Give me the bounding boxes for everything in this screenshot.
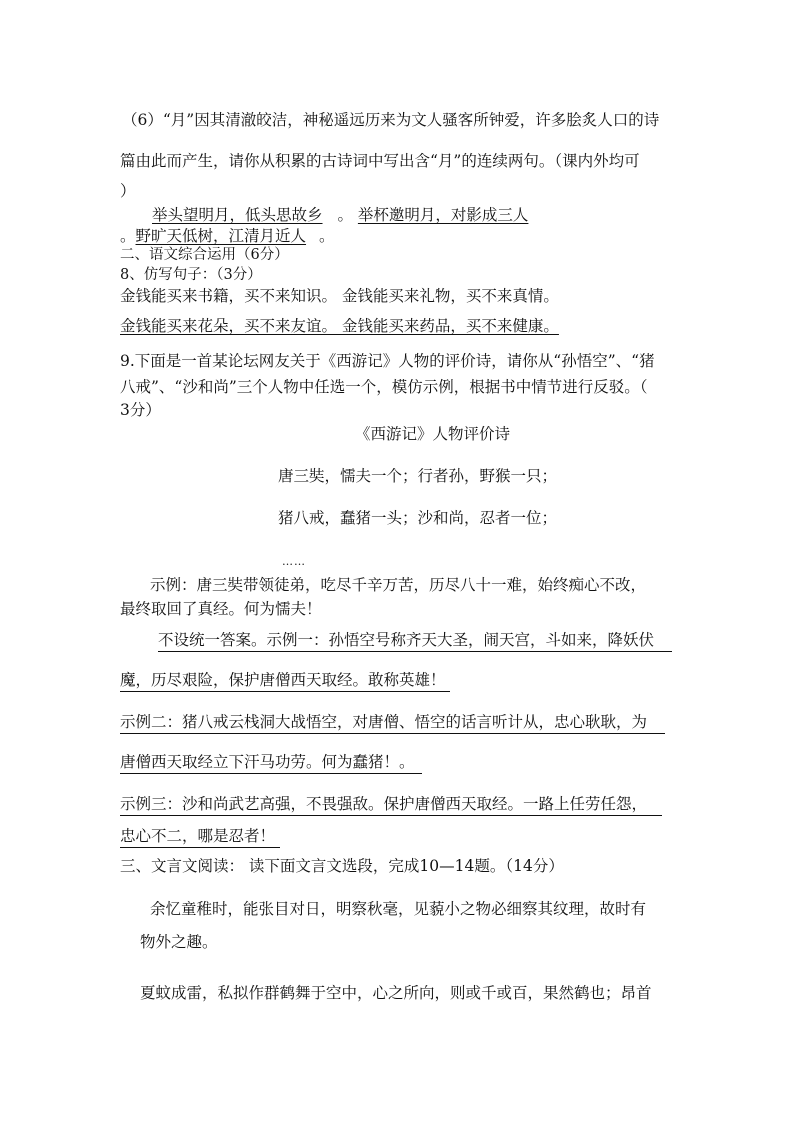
answer-underline-5 bbox=[120, 815, 662, 816]
classical-para-2-line-1: 夏蚊成雷，私拟作群鹤舞于空中，心之所向，则或千或百，果然鹤也；昂首 bbox=[140, 984, 652, 1002]
q8-answer: 金钱能买来花朵，买不来友谊。 金钱能买来药品，买不来健康。 bbox=[120, 317, 559, 335]
q9-line-2: 八戒”、“沙和尚”三个人物中任选一个，模仿示例，根据书中情节进行反驳。（ bbox=[120, 378, 648, 396]
q9-line-3: 3分） bbox=[120, 401, 161, 419]
q6-sep-2: 。 bbox=[318, 227, 335, 245]
classical-para-1-line-2: 物外之趣。 bbox=[140, 933, 218, 951]
q6-answer-a: 举头望明月，低头思故乡 bbox=[152, 206, 323, 224]
example-line-1: 示例：唐三奘带领徒弟，吃尽千辛万苦，历尽八十一难，始终痴心不改， bbox=[150, 576, 647, 594]
poem-ellipsis: …… bbox=[282, 555, 306, 568]
q8-title: 8、仿写句子：（3分） bbox=[120, 267, 262, 283]
answer-line-3: 示例二：猪八戒云栈洞大战悟空，对唐僧、悟空的话言听计从，忠心耿耿，为 bbox=[120, 713, 648, 731]
q6-line-1: （6）“月”因其清澈皎洁，神秘遥远历来为文人骚客所钟爱，许多脍炙人口的诗 bbox=[122, 111, 660, 129]
classical-para-1-line-1: 余忆童稚时，能张目对日，明察秋毫，见藐小之物必细察其纹理，故时有 bbox=[150, 900, 647, 918]
q6-answer-row-1 bbox=[152, 205, 528, 225]
q9-line-1: 9.下面是一首某论坛网友关于《西游记》人物的评价诗，请你从“孙悟空”、“猪 bbox=[120, 352, 655, 370]
answer-underline-3 bbox=[120, 733, 665, 734]
answer-line-5: 示例三：沙和尚武艺高强，不畏强敌。保护唐僧西天取经。一路上任劳任怨， bbox=[120, 795, 648, 813]
answer-line-4: 唐僧西天取经立下汗马功劳。何为蠢猪！。 bbox=[120, 753, 415, 771]
q6-answer-row-2 bbox=[120, 226, 334, 246]
section2-heading: 二、语文综合运用（6分） bbox=[120, 247, 289, 263]
answer-line-2: 魔，历尽艰险，保护唐僧西天取经。敢称英雄！ bbox=[120, 671, 446, 689]
q6-line-2: 篇由此而产生，请你从积累的古诗词中写出含“月”的连续两句。（课内外均可 bbox=[120, 152, 640, 170]
poem-line-1: 唐三奘，懦夫一个；行者孙，野猴一只； bbox=[278, 467, 558, 485]
answer-underline-4 bbox=[120, 773, 422, 774]
poem-line-2: 猪八戒，蠢猪一头；沙和尚，忍者一位； bbox=[278, 509, 558, 527]
q6-answer-c: 野旷天低树，江清月近人 bbox=[135, 227, 307, 245]
answer-underline-2 bbox=[120, 691, 450, 692]
q8-example: 金钱能买来书籍，买不来知识。 金钱能买来礼物，买不来真情。 bbox=[120, 287, 559, 305]
example-line-2: 最终取回了真经。何为懦夫！ bbox=[120, 600, 322, 618]
poem-title: 《西游记》人物评价诗 bbox=[355, 425, 511, 443]
answer-line-6: 忠心不二，哪是忍者！ bbox=[120, 827, 276, 845]
q6-sep-1: 。 bbox=[337, 206, 353, 224]
section3-heading: 三、文言文阅读： 读下面文言文选段，完成10—14题。（14分） bbox=[120, 857, 564, 875]
answer-underline-1 bbox=[158, 651, 672, 652]
answer-underline-6 bbox=[120, 847, 280, 848]
q6-answer-b: 举杯邀明月，对影成三人 bbox=[357, 206, 529, 224]
q6-answer-c-prefix: 。 bbox=[120, 227, 136, 245]
q6-line-3: ） bbox=[120, 182, 136, 200]
answer-line-1: 不设统一答案。示例一：孙悟空号称齐天大圣，闹天宫，斗如来，降妖伏 bbox=[158, 631, 655, 649]
